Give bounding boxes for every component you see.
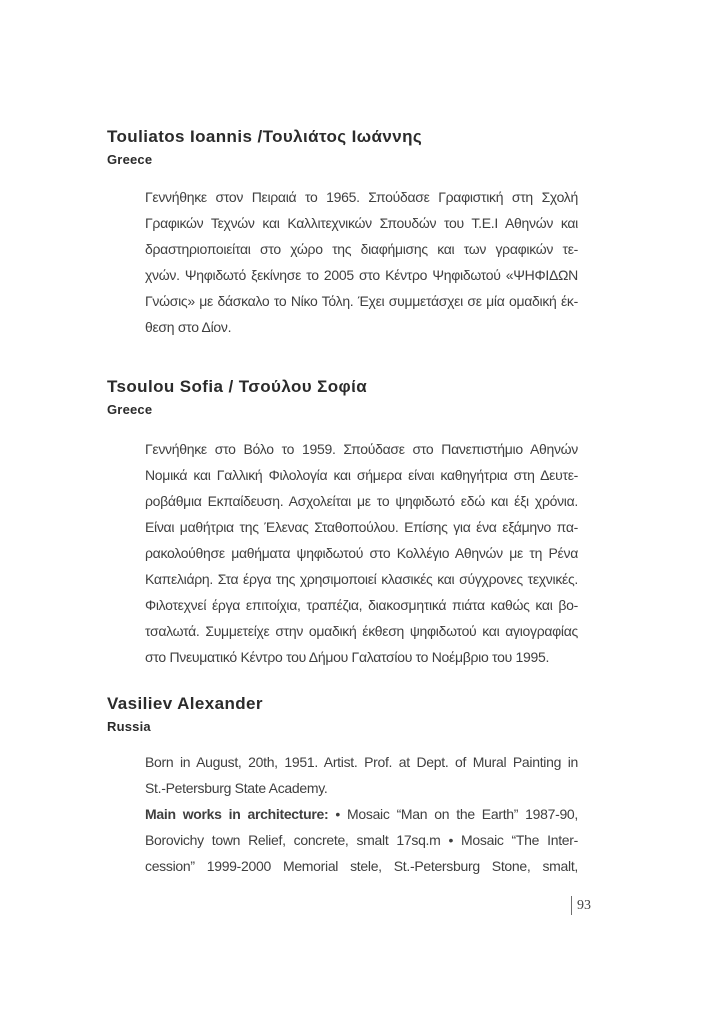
entry-tsoulou (107, 376, 367, 418)
bio-line: στο Πνευματικό Κέντρο του Δήμου Γαλατσίου το Νοέμβριο του 1995. (145, 649, 550, 665)
bio-line: δραστηριοποιείται στο χώρο της διαφήμισης και των γραφικών τε- (145, 241, 578, 257)
bio-line: ρακολούθησε μαθήματα ψηφιδωτού στο Κολλέγιο Αθηνών με τη Ρένα (145, 545, 578, 561)
entry-heading: Touliatos Ioannis /Τουλιάτος Ιωάννης (107, 127, 423, 146)
bio-line: Born in August, 20th, 1951. Artist. Prof. at Dept. of Mural Painting in (145, 754, 578, 770)
bio-line: τσαλωτά. Συμμετείχε στην ομαδική έκθεση ψηφιδωτού και αγιογραφίας (145, 623, 578, 639)
entry-country: Russia (107, 719, 151, 734)
entry-country: Greece (107, 152, 153, 167)
entry-heading: Tsoulou Sofia / Τσούλου Σοφία (107, 377, 368, 396)
bio-line: Γνώσις» με δάσκαλο το Νίκο Τόλη. Έχει συμμετάσχει σε μία ομαδική έκ- (145, 293, 578, 309)
bio-line: Γραφικών Τεχνών και Καλλιτεχνικών Σπουδών του Τ.Ε.Ι Αθηνών και (145, 215, 578, 231)
bio-line: Γεννήθηκε στο Βόλο το 1959. Σπούδασε στο Πανεπιστήμιο Αθηνών (145, 441, 578, 457)
entry-bio-vasiliev (145, 749, 578, 879)
entry-country: Greece (107, 402, 153, 417)
page-number: 93 (571, 896, 591, 915)
bio-line: Είναι μαθήτρια της Έλενας Σταθοπούλου. Επίσης για ένα εξάμηνο πα- (145, 519, 578, 535)
entry-bio-touliatos (145, 184, 578, 340)
entry-vasiliev (107, 693, 263, 735)
entry-bio-tsoulou (145, 436, 578, 670)
bio-line: St.-Petersburg State Academy. (145, 780, 328, 796)
bio-line: Νομικά και Γαλλική Φιλολογία και σήμερα είναι καθηγήτρια στη Δευτε- (145, 467, 578, 483)
bio-line: Φιλοτεχνεί έργα επιτοίχια, τραπέζια, διακοσμητικά πιάτα καθώς και βο- (145, 597, 578, 613)
bio-line-bold-lead (145, 801, 578, 827)
bio-line: χνών. Ψηφιδωτό ξεκίνησε το 2005 στο Κέντρο Ψηφιδωτού «ΨΗΦΙΔΩΝ (145, 267, 578, 283)
bio-line: θεση στο Δίον. (145, 319, 232, 335)
bio-line: cession” 1999-2000 Memorial stele, St.-Petersburg Stone, smalt, (145, 858, 578, 874)
bio-line: Borovichy town Relief, concrete, smalt 17sq.m • Mosaic “The Inter- (145, 832, 578, 848)
entry-touliatos (107, 126, 422, 168)
bio-line: Καπελιάρη. Στα έργα της χρησιμοποιεί κλασικές και σύγχρονες τεχνικές. (145, 571, 578, 587)
bio-line: Γεννήθηκε στον Πειραιά το 1965. Σπούδασε Γραφιστική στη Σχολή (145, 189, 578, 205)
bold-lead-text: Main works in architecture: (145, 806, 329, 822)
bold-line-rest-text: • Mosaic “Man on the Earth” 1987-90, (328, 806, 578, 822)
entry-heading: Vasiliev Alexander (107, 694, 263, 713)
bio-line: ροβάθμια Εκπαίδευση. Ασχολείται με το ψηφιδωτό εδώ και έξι χρόνια. (145, 493, 578, 509)
